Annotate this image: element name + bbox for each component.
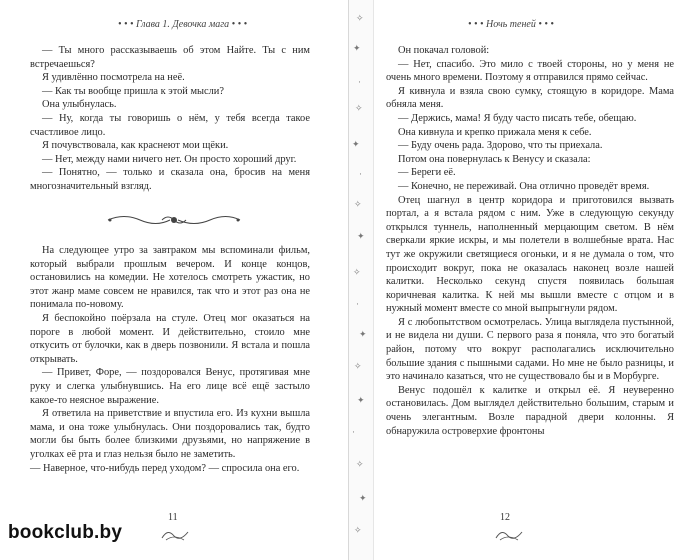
running-header: • • • Ночь теней • • • — [468, 19, 554, 30]
page-number: 12 — [500, 512, 510, 523]
star-ornament-icon: ✧ — [354, 361, 362, 371]
star-ornament-icon: ✧ — [356, 459, 364, 469]
star-ornament-icon: ✦ — [359, 329, 367, 339]
paragraph: Отец шагнул в центр коридора и приготовился вызвать портал, а я встала рядом с ним. Уже в следующую секунду открылся туннель, наполненный мерцающим светом. В нём сверкали яркие искры, и мы полетели в волшебные врата. Нас тут же окружили светящиеся огоньки, и я не думала о том, что происходит вокруг, пока не оказалась наконец возле нашей калитки. Несколько секунд спустя появилась большая коричневая калитка. К ней мы вышли вместе с отцом и в нужный момент вместе со мной выпрыгнули рядом. — [386, 194, 674, 315]
paragraph: Потом она повернулась к Венусу и сказала: — [398, 153, 591, 165]
paragraph: — Держись, мама! Я буду часто писать тебе, обещаю. — [398, 112, 637, 124]
right-page — [372, 0, 700, 560]
paragraph: Я беспокойно поёрзала на стуле. Отец мог оказаться на пороге в любой момент. И действительно, стоило мне откусить от булочки, как в дверь позвонили. Я встала и пошла открывать. — [30, 312, 310, 365]
star-ornament-icon: ✧ — [353, 267, 361, 277]
left-page — [0, 0, 348, 560]
paragraph: Она кивнула и крепко прижала меня к себе. — [398, 126, 592, 138]
paragraph: — Привет, Форе, — поздоровался Венус, протягивая мне руку и слегка улыбнувшись. На его лице всё ещё застыло какое-то неясное выражение. — [30, 367, 310, 406]
paragraph: — Береги её. — [398, 167, 456, 179]
star-ornament-icon: ✧ — [354, 525, 362, 535]
star-ornament-icon: ✧ — [354, 199, 362, 209]
running-header: • • • Глава 1. Девочка мага • • • — [118, 19, 248, 30]
paragraph: — Нет, между нами ничего нет. Он просто хороший друг. — [42, 153, 297, 165]
paragraph: — Понятно, — только и сказала она, бросив на меня многозначительный взгляд. — [30, 167, 310, 192]
paragraph: — Наверное, что-нибудь перед уходом? — спросила она его. — [30, 462, 300, 474]
star-ornament-icon: ✧ — [356, 13, 364, 23]
star-ornament-icon: ✦ — [352, 139, 360, 149]
star-ornament-icon: · — [356, 299, 359, 309]
paragraph: — Как ты вообще пришла к этой мысли? — [42, 85, 224, 97]
star-ornament-icon: · — [359, 169, 362, 179]
section-divider-ornament — [104, 211, 244, 229]
paragraph: Венус подошёл к калитке и открыл её. Я неуверенно остановилась. Дом выглядел действительно большим, старым и очень элегантным. Возле парадной двери колонны. Я обнаружила островерхие фронтоны — [386, 384, 674, 437]
text-block-bottom — [30, 244, 310, 475]
star-ornament-icon: ✦ — [357, 231, 365, 241]
paragraph: На следующее утро за завтраком мы вспоминали фильм, который выбрали прошлым вечером. И конце концов, остановились на комедии. Не хотелось смотреть ужастик, но этот жанр маме совсем не нравился, так что и этот раз она не понимала по-новому. — [30, 245, 310, 311]
star-ornament-icon: ✦ — [353, 43, 361, 53]
text-block-top — [30, 44, 310, 194]
star-ornament-icon: ✧ — [355, 103, 363, 113]
star-ornament-icon: ✦ — [359, 493, 367, 503]
paragraph: Я с любопытством осмотрелась. Улица выглядела пустынной, и не видела ни души. С первого раза я поняла, что это богатый район, потому что вокруг располагались исключительно большие здания с пышными садами. Но мне не было разницы, и это начинало казаться, что не существовало бы и в Морбурге. — [386, 316, 674, 383]
watermark-label: bookclub.by — [8, 522, 123, 543]
paragraph: Я почувствовала, как краснеют мои щёки. — [42, 140, 229, 152]
book-spine-gutter — [348, 0, 374, 560]
paragraph: — Буду очень рада. Здорово, что ты приехала. — [398, 140, 603, 152]
paragraph: Я удивлённо посмотрела на неё. — [42, 72, 185, 84]
paragraph: — Нет, спасибо. Это мило с твоей стороны, но у меня не очень много времени. Поэтому я отправился прямо сейчас. — [386, 58, 674, 84]
paragraph: Она улыбнулась. — [42, 99, 117, 111]
paragraph: Я кивнула и взяла свою сумку, стоящую в коридоре. Мама обняла меня. — [386, 85, 674, 111]
page-number: 11 — [168, 512, 178, 523]
paragraph: — Ну, когда ты говоришь о нём, у тебя всегда такое счастливое лицо. — [30, 112, 310, 138]
star-ornament-icon: · — [352, 427, 355, 437]
text-block — [386, 44, 674, 438]
footer-flourish-icon — [494, 528, 524, 542]
paragraph: Я ответила на приветствие и впустила его. Из кухни вышла мама, и она тоже улыбнулась. Они поздоровались так, будто могли бы быть более близкими друзьями, но напряжение в уголках её рта и глаз нельзя было не заметить. — [30, 408, 310, 460]
star-ornament-icon: · — [358, 77, 361, 87]
paragraph: Он покачал головой: — [398, 45, 490, 56]
paragraph: — Ты много рассказываешь об этом Найте. Ты с ним встречаешься? — [30, 45, 310, 70]
footer-flourish-icon — [160, 528, 190, 542]
star-ornament-icon: ✦ — [357, 395, 365, 405]
paragraph: — Конечно, не переживай. Она отлично проведёт время. — [398, 180, 650, 192]
